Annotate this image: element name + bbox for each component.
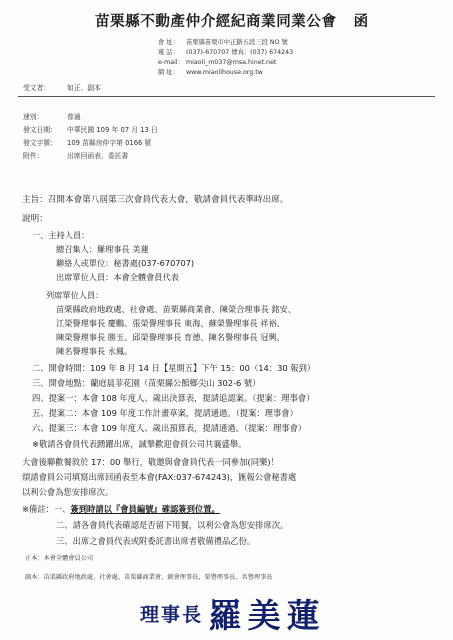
observers-line: 陳榮譽理事長 勝玉、邱榮譽理事長 育德、陳名譽理事長 冠興、 (56, 332, 285, 342)
divider (18, 96, 435, 97)
signature-name: 羅美蓮 (208, 596, 326, 635)
contact-unit: 聯絡人或單位：秘書處(037-670707) (56, 258, 195, 268)
contact-email: e-mail： miaoli_m037@msa.hinet.net (158, 59, 277, 66)
host-heading: 一、主持人員： (32, 230, 90, 240)
signature-title: 理事長 (140, 604, 204, 626)
convener: 總召集人：羅理事長 美蓮 (56, 244, 149, 254)
issue-date: 發文日期： 中華民國 109 年 07 月 13 日 (23, 126, 158, 134)
meeting-time: 二、開會時間：109 年 8 月 14 日【星期五】下午 15：00（14：30 報到） (32, 363, 316, 373)
recipient-to: 受文者： 如正、副本 (23, 84, 101, 92)
participation-notice: ※敬請各會員代表踴躍出席，誠摯歡迎會員公司共襄盛舉。 (32, 439, 247, 449)
observers-line: 陳名譽理事長 永鳳。 (56, 346, 133, 356)
proposal-item: 六、提案三：本會 109 年度人、歲出預算表，提請通過。（提案：理事會） (32, 423, 307, 433)
observers-heading: 列席單位人員： (46, 290, 104, 300)
contact-address: 會 址： 苗栗縣苗栗市中正路五段三段 NO 號 (158, 39, 288, 46)
remark-item: 三、出席之會員代表或附委託書出席者敬備禮品乙份。 (56, 536, 256, 546)
dinner-line: 以利公會為您安排席次。 (22, 487, 114, 497)
dinner-line: 大會後聯歡餐敘於 17：00 舉行，敬邀與會會員代表一同參加(同樂)！ (22, 457, 279, 467)
contact-phone: 電 話： (037)-670707 傳真：(037) 674243 (158, 49, 294, 56)
remark-item: 二、請各會員代表確認是否留下用餐，以利公會為您安排席次。 (56, 520, 289, 530)
attendees: 出席單位人員：本會全體會員代表 (56, 272, 179, 282)
association-name: 苗栗縣不動產仲介經紀商業同業公會 (95, 14, 337, 30)
document-number: 發文字號： 109 苗縣房仲字第 0166 號 (23, 139, 152, 147)
proposal-item: 四、提案一：本會 108 年度人、歲出決算表，提請追認案。（提案：理事會） (32, 393, 315, 403)
attachment-field: 附件： 出席回函表、委託書 (23, 152, 129, 160)
contact-website: 網 址： www.miaolihouse.org.tw (158, 69, 263, 76)
main-recipient: 正本：本會全體會員公司 (25, 555, 94, 562)
observers-line: 江榮譽理事長 慶鵬、張榮譽理事長 東海、蘇榮譽理事長 祥裕、 (56, 318, 285, 328)
copy-recipient: 副本：苗栗縣政府地政處、社會處、苗栗縣商業會、劍會理事長、榮譽理事長、名譽理事長 (25, 574, 273, 581)
explanation-label: 說明： (22, 214, 48, 224)
proposal-item: 五、提案二：本會 109 年度工作計畫草案，提請通過。（提案：理事會） (32, 408, 298, 418)
dinner-line: 煩請會員公司填寫出席回函表至本會(FAX:037-674243)，匯報公會秘書處 (22, 472, 297, 482)
signature-stamp (140, 590, 326, 637)
document-type: 函 (353, 14, 369, 30)
meeting-place: 三、開會地點：蘭庭晨菲花園（苗栗縣公館鄉尖山 302-6 號） (32, 378, 261, 388)
document-title (95, 10, 369, 31)
remark-item: ※備註：一、簽到時請以『會員編號』確認簽到位置。 (22, 504, 220, 514)
observers-line: 苗栗縣政府地政處、社會處、苗栗縣商業會、陳榮合理事長 銘安、 (56, 304, 297, 314)
speed-class: 速別： 普通 (23, 113, 81, 121)
subject-line: 主旨：召開本會第八屆第三次會員代表大會，敬請會員代表準時出席。 (22, 195, 289, 205)
